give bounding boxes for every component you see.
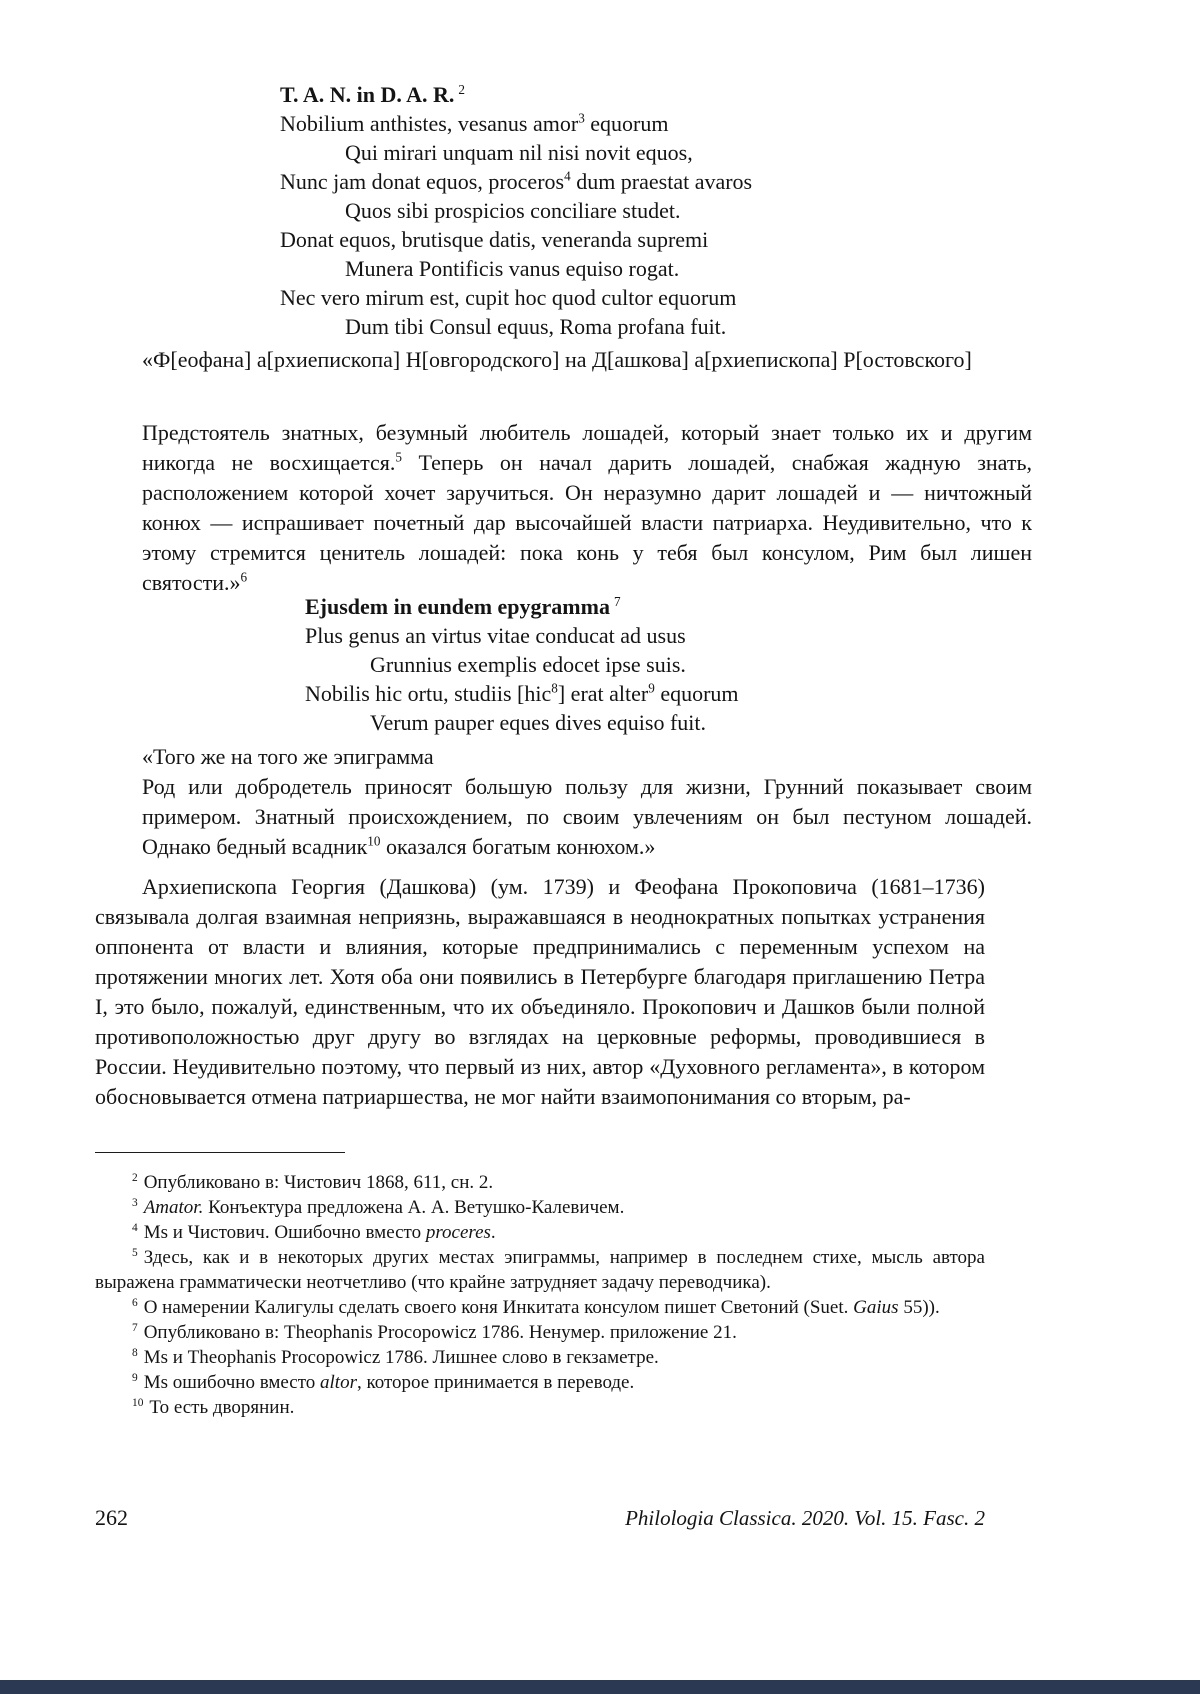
footnote-marker: 5 bbox=[132, 1246, 138, 1259]
text-run: 55)). bbox=[898, 1297, 940, 1318]
text-run: dum praestat avaros bbox=[570, 169, 753, 194]
text-run: Здесь, как и в некоторых других местах эпиграммы, например в последнем стихе, мысль автора выражена грамматически неотчетливо (что крайне затрудняет задачу переводчика). bbox=[95, 1247, 985, 1293]
epigram-2-translation bbox=[95, 742, 1032, 862]
epigram-2-title-text: Ejusdem in eundem epygramma bbox=[305, 594, 610, 619]
footnote-ref-4: 4 bbox=[564, 168, 571, 184]
poem-line bbox=[345, 254, 1170, 283]
text-run: . bbox=[490, 1222, 496, 1243]
text-run: Donat equos, brutisque datis, veneranda supremi bbox=[280, 227, 709, 252]
poem-line bbox=[345, 196, 1170, 225]
footnote-9 bbox=[95, 1370, 985, 1395]
footnote-marker: 7 bbox=[132, 1321, 138, 1334]
footnote-8 bbox=[95, 1345, 985, 1370]
text-run-italic: proceres bbox=[425, 1222, 491, 1243]
body-text-block bbox=[95, 872, 985, 1112]
poem-line bbox=[370, 650, 1195, 679]
text-run: Nunc jam donat equos, proceros bbox=[280, 169, 565, 194]
footnote-marker: 6 bbox=[132, 1296, 138, 1309]
text-run: Конъектура предложена А. А. Ветушко-Калевичем. bbox=[203, 1197, 625, 1218]
poem-line bbox=[305, 679, 1195, 708]
poem-line bbox=[280, 167, 1170, 196]
footnote-ref-7: 7 bbox=[613, 593, 621, 609]
attribution-text: «Ф[еофана] а[рхиепископа] Н[овгородского] на Д[ашкова] а[рхиепископа] Р[остовского] bbox=[142, 347, 972, 372]
text-run: Plus genus an virtus vitae conducat ad usus bbox=[305, 623, 686, 648]
epigram-1-title-text: T. A. N. in D. A. R. bbox=[280, 82, 455, 107]
text-run: Ms и Чистович. Ошибочно вместо bbox=[143, 1222, 426, 1243]
text-run: Quos sibi prospicios conciliare studet. bbox=[345, 198, 681, 223]
poem-line bbox=[305, 621, 1195, 650]
footnote-2 bbox=[95, 1170, 985, 1195]
footnote-ref-6: 6 bbox=[240, 569, 248, 585]
footnote-3 bbox=[95, 1195, 985, 1220]
footnote-rule bbox=[95, 1152, 345, 1153]
text-run: Ms ошибочно вместо bbox=[143, 1372, 321, 1393]
footnote-marker: 3 bbox=[132, 1196, 138, 1209]
footnote-10 bbox=[95, 1395, 985, 1420]
footnote-ref-3: 3 bbox=[578, 110, 585, 126]
text-run: Dum tibi Consul equus, Roma profana fuit. bbox=[345, 314, 727, 339]
text-run-italic: Amator. bbox=[143, 1197, 204, 1218]
text-run: Qui mirari unquam nil nisi novit equos, bbox=[345, 140, 693, 165]
footnote-4 bbox=[95, 1220, 985, 1245]
text-run: О намерении Калигулы сделать своего коня Инкитата консулом пишет Светоний (Suet. bbox=[143, 1297, 854, 1318]
text-run: Опубликовано в: Чистович 1868, 611, сн. 2. bbox=[143, 1172, 494, 1193]
text-run: Опубликовано в: Theophanis Procopowicz 1786. Ненумер. приложение 21. bbox=[143, 1322, 737, 1343]
translation-paragraph bbox=[142, 772, 1032, 862]
poem-line bbox=[345, 312, 1170, 341]
footnote-6 bbox=[95, 1295, 985, 1320]
poem-line bbox=[280, 225, 1170, 254]
page-number: 262 bbox=[95, 1505, 128, 1530]
text-run: ] erat alter bbox=[557, 681, 649, 706]
text-run-italic: altor bbox=[320, 1372, 357, 1393]
text-run: Grunnius exemplis edocet ipse suis. bbox=[370, 652, 686, 677]
footnote-marker: 8 bbox=[132, 1346, 138, 1359]
translation-paragraph bbox=[142, 418, 1032, 598]
epigram-1-title bbox=[280, 80, 1170, 109]
footnote-marker: 10 bbox=[132, 1396, 144, 1409]
epigram-1-attribution bbox=[95, 345, 1032, 375]
text-run: Nobilium anthistes, vesanus amor bbox=[280, 111, 579, 136]
body-paragraph: Архиепископа Георгия (Дашкова) (ум. 1739) и Феофана Прокоповича (1681–1736) связывала долгая взаимная неприязнь, выражавшаяся в неоднократных попытках устранения оппонента от власти и влияния, которые предпринимались с переменным успехом на протяжении многих лет. Хотя оба они появились в Петербурге благодаря приглашению Петра I, это было, пожалуй, единственным, что их объединяло. Прокопович и Дашков были полной противоположностью друг другу во взглядах на церковные реформы, проводившиеся в России. Неудивительно поэтому, что первый из них, автор «Духовного регламента», в котором обосновывается отмена патриаршества, не мог найти взаимопонимания со вторым, ра- bbox=[95, 874, 985, 1109]
footnote-ref-9: 9 bbox=[648, 680, 655, 696]
translation-2-heading: «Того же на того же эпиграмма bbox=[142, 744, 434, 769]
text-run: Verum pauper eques dives equiso fuit. bbox=[370, 710, 707, 735]
epigram-2-title bbox=[305, 592, 1195, 621]
footnote-marker: 9 bbox=[132, 1371, 138, 1384]
text-run: equorum bbox=[654, 681, 739, 706]
footnote-marker: 4 bbox=[132, 1221, 138, 1234]
page-footer bbox=[95, 1505, 985, 1531]
text-run: Nec vero mirum est, cupit hoc quod cultor equorum bbox=[280, 285, 737, 310]
text-run: Munera Pontificis vanus equiso rogat. bbox=[345, 256, 680, 281]
poem-line bbox=[280, 283, 1170, 312]
latin-epigram-2 bbox=[95, 592, 1195, 737]
text-run: equorum bbox=[584, 111, 669, 136]
footnotes-section bbox=[95, 1170, 985, 1420]
footnote-5 bbox=[95, 1245, 985, 1295]
footnote-ref-10: 10 bbox=[367, 833, 381, 849]
footnote-ref-8: 8 bbox=[551, 680, 558, 696]
poem-line bbox=[280, 109, 1170, 138]
text-run: оказался богатым конюхом.» bbox=[380, 834, 656, 859]
text-run: Ms и Theophanis Procopowicz 1786. Лишнее слово в гекзаметре. bbox=[143, 1347, 659, 1368]
footnote-7 bbox=[95, 1320, 985, 1345]
journal-title: Philologia Classica. 2020. Vol. 15. Fasc. 2 bbox=[625, 1506, 985, 1530]
poem-line bbox=[345, 138, 1170, 167]
footnote-ref-2: 2 bbox=[458, 81, 465, 97]
latin-epigram-1 bbox=[95, 80, 1170, 341]
text-run: Род или добродетель приносят большую пользу для жизни, Грунний показывает своим примером. Знатный происхождением, по своим увлечениям он был пестуном лошадей. Однако бедный всадник bbox=[142, 774, 1032, 859]
page-bottom-strip bbox=[0, 1680, 1200, 1694]
text-run-italic: Gaius bbox=[853, 1297, 899, 1318]
text-run: Nobilis hic ortu, studiis [hic bbox=[305, 681, 552, 706]
epigram-1-translation bbox=[95, 418, 1032, 598]
text-run: Теперь он начал дарить лошадей, снабжая жадную знать, расположением которой хочет заручиться. Он неразумно дарит лошадей и — ничтожный конюх — испрашивает почетный дар высочайшей власти патриарха. Неудивительно, что к этому стремится ценитель лошадей: пока конь у тебя был консулом, Рим был лишен святости.» bbox=[142, 450, 1032, 595]
text-run: Предстоятель знатных, безумный любитель лошадей, который знает только их и другим никогда не восхищается. bbox=[142, 420, 1032, 475]
poem-line bbox=[370, 708, 1195, 737]
text-run: То есть дворянин. bbox=[149, 1397, 295, 1418]
footnote-marker: 2 bbox=[132, 1171, 138, 1184]
text-run: , которое принимается в переводе. bbox=[356, 1372, 635, 1393]
footnote-ref-5: 5 bbox=[395, 449, 402, 465]
